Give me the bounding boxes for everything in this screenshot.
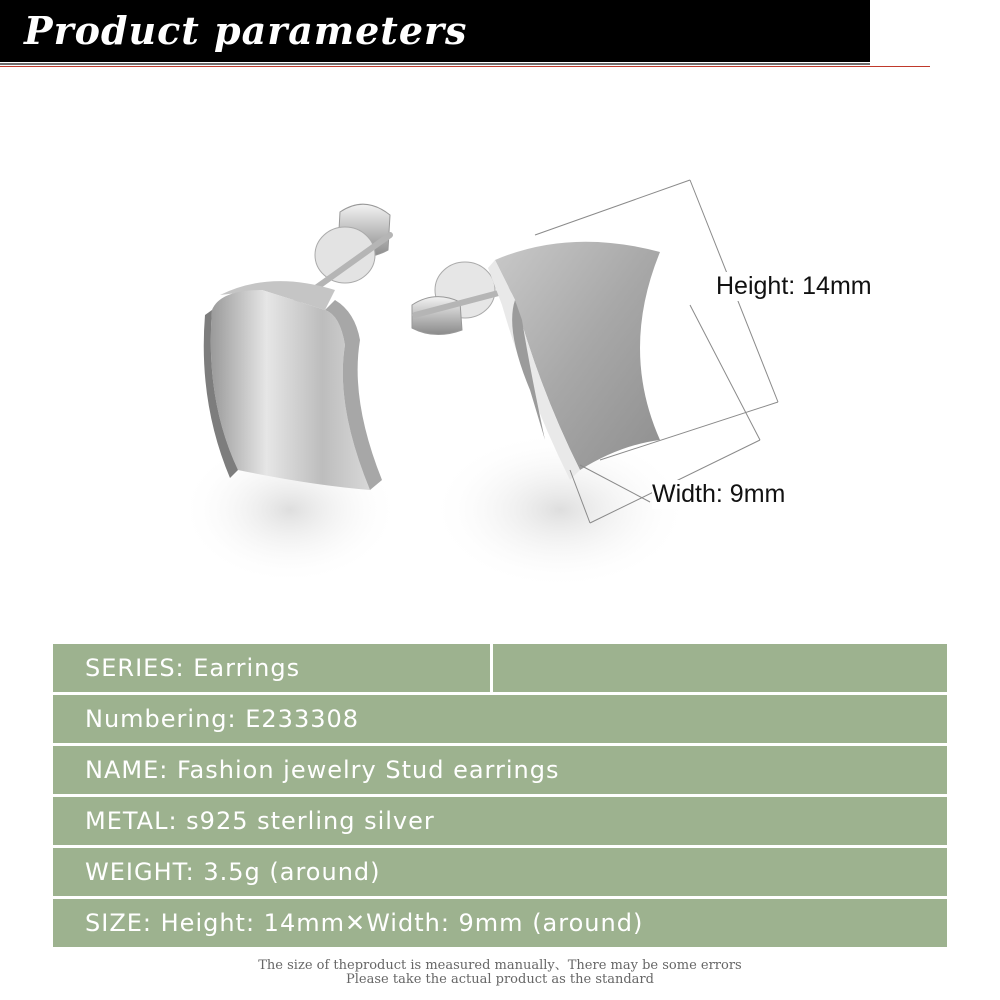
- spec-table: [53, 644, 947, 950]
- spec-row-size: [53, 899, 947, 947]
- header-divider: [0, 63, 870, 65]
- spec-series: SERIES: Earrings: [85, 654, 301, 682]
- spec-row-numbering: [53, 695, 947, 743]
- page-title: Product parameters: [24, 8, 468, 53]
- spec-row-metal: [53, 797, 947, 845]
- spec-numbering: Numbering: E233308: [85, 705, 360, 733]
- footnote-line-2: Please take the actual product as the standard: [346, 972, 654, 987]
- header-banner: [0, 0, 870, 62]
- spec-metal: METAL: s925 sterling silver: [85, 807, 435, 835]
- spec-size: SIZE: Height: 14mm✕Width: 9mm (around): [85, 909, 644, 937]
- spec-row-series: [53, 644, 947, 692]
- spec-name: NAME: Fashion jewelry Stud earrings: [85, 756, 560, 784]
- width-dimension-label: Width: 9mm: [652, 480, 786, 508]
- row-divider: [490, 644, 493, 692]
- spec-row-name: [53, 746, 947, 794]
- earrings-illustration: [150, 140, 910, 630]
- left-earring: [204, 204, 390, 490]
- spec-row-weight: [53, 848, 947, 896]
- spec-weight: WEIGHT: 3.5g (around): [85, 858, 381, 886]
- header-accent-line: [0, 66, 930, 67]
- footnote-line-1: The size of theproduct is measured manually、There may be some errors: [258, 958, 742, 973]
- product-image: [150, 140, 910, 630]
- height-dimension-label: Height: 14mm: [716, 272, 872, 300]
